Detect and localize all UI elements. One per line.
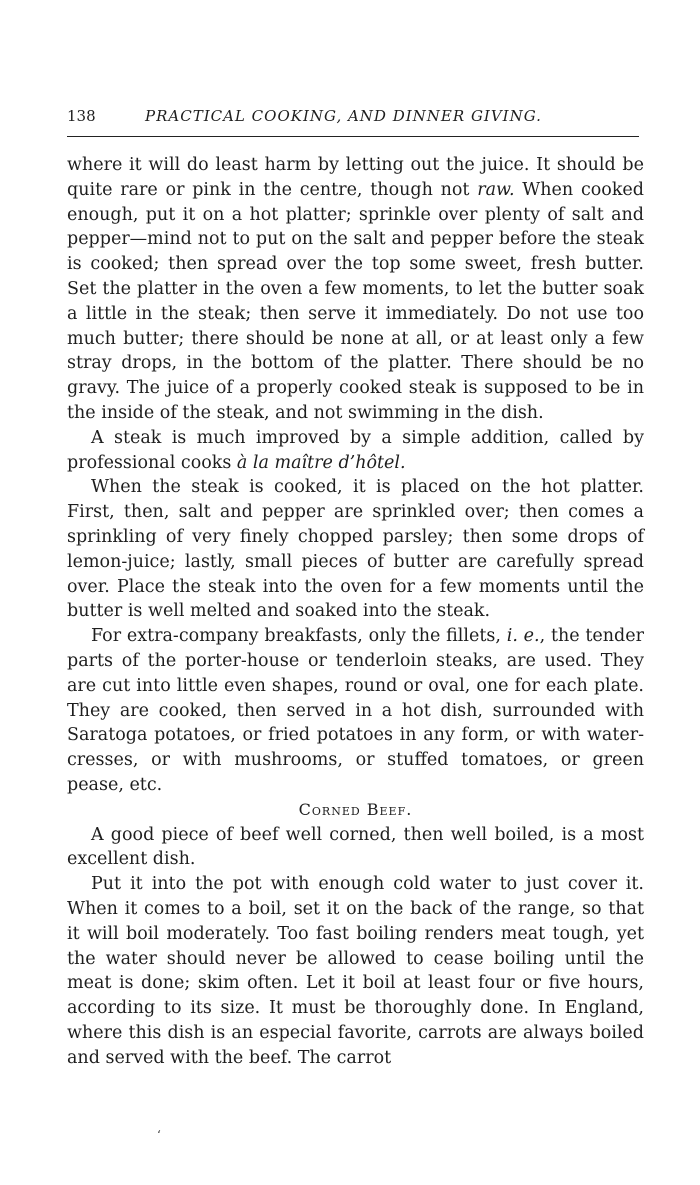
paragraph-fillets: For extra-company breakfasts, only the fillets, i. e., the tender parts of the porter-house or tenderloin steaks, are used. They are cut into little even shapes, round or oval, one for each plate. They are cooked, then served in a hot dish, surrounded with Saratoga potatoes, or fried potatoes in any form, or with water-cresses, or with mushrooms, or stuffed tomatoes, or green pease, etc. [67, 626, 644, 795]
paragraph-corned-beef-method: Put it into the pot with enough cold water to just cover it. When it comes to a boil, set it on the back of the range, so that it will boil moderately. Too fast boiling renders meat tough, yet the water should never be allowed to cease boiling until the meat is done; skim often. Let it boil at least four or five hours, according to its size. It must be thoroughly done. In England, where this dish is an especial favorite, carrots are always boiled and served with the beef. The carrot [67, 874, 644, 1068]
running-title: PRACTICAL COOKING, AND DINNER GIVING. [145, 107, 542, 125]
paragraph-corned-beef-intro: A good piece of beef well corned, then well boiled, is a most excellent dish. [67, 824, 644, 870]
header-rule [67, 136, 639, 137]
paragraph-maitre-intro: A steak is much improved by a simple addition, called by professional cooks à la maître d’hôtel. [67, 427, 644, 473]
page-mark: ‘ [157, 1128, 161, 1142]
book-page [67, 103, 644, 1070]
section-heading-corned-beef: Corned Beef. [298, 799, 413, 819]
running-header [67, 103, 644, 129]
paragraph-maitre-method: When the steak is cooked, it is placed on the hot platter. First, then, salt and pepper are sprinkled over; then comes a sprinkling of very finely chopped parsley; then some drops of lemon-juice; lastly, small pieces of butter are carefully spread over. Place the steak into the oven for a few moments until the butter is well melted and soaked into the steak. [67, 477, 644, 622]
body-text [67, 153, 644, 1070]
page-number: 138 [67, 107, 96, 125]
paragraph-steak-cooking: where it will do least harm by letting out the juice. It should be quite rare or pink in the centre, though not raw. When cooked enough, put it on a hot platter; sprinkle over plenty of salt and pepper—mind not to put on the salt and pepper before the steak is cooked; then spread over the top some sweet, fresh butter. Set the platter in the oven a few moments, to let the butter soak a little in the steak; then serve it immediately. Do not use too much butter; there should be none at all, or at least only a few stray drops, in the bottom of the platter. There should be no gravy. The juice of a properly cooked steak is supposed to be in the inside of the steak, and not swimming in the dish. [67, 155, 644, 423]
